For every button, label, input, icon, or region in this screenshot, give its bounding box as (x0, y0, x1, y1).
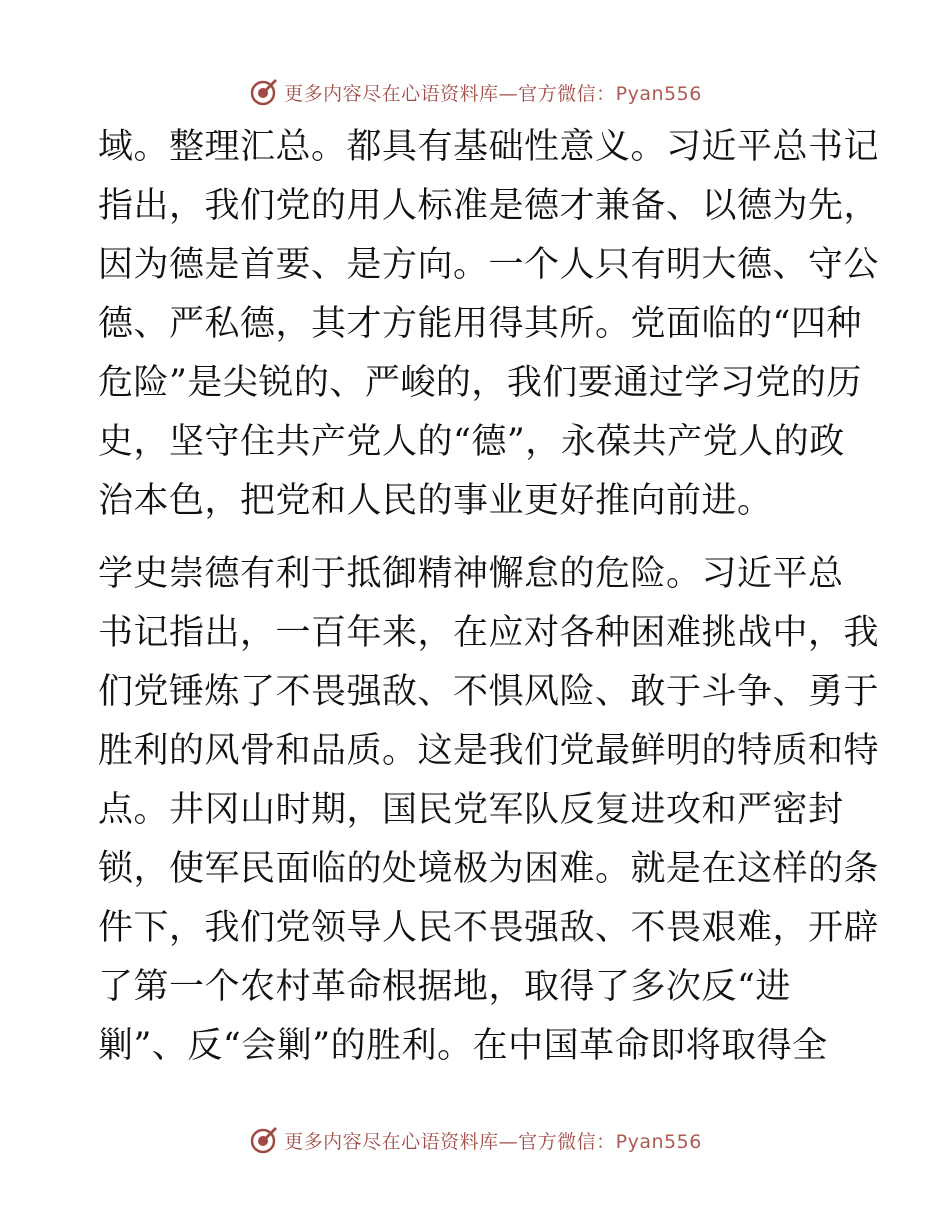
text-line: 因为德是首要、是方向。一个人只有明大德、守公 (98, 245, 880, 285)
text-line: 危险”是尖锐的、严峻的，我们要通过学习党的历 (98, 363, 862, 403)
text-line: 锁，使军民面临的处境极为困难。就是在这样的条 (98, 849, 880, 889)
paragraph-spacer (98, 531, 858, 545)
text-line: 点。井冈山时期，国民党军队反复进攻和严密封 (98, 790, 844, 830)
text-line: 域。整理汇总。都具有基础性意义。习近平总书记 (98, 127, 880, 167)
header-watermark (0, 74, 950, 110)
text-line: 剿”、反“会剿”的胜利。在中国革命即将取得全 (98, 1026, 828, 1066)
text-line: 件下，我们党领导人民不畏强敌、不畏艰难，开辟 (98, 908, 880, 948)
document-body (98, 118, 880, 1076)
watermark-id: Pyan556 (615, 1130, 702, 1153)
watermark-text: 更多内容尽在心语资料库—官方微信：Pyan556 (284, 82, 702, 105)
text-line: 德、严私德，其才方能用得其所。党面临的“四种 (98, 304, 862, 344)
text-line: 治本色，把党和人民的事业更好推向前进。 (98, 481, 773, 521)
text-line: 们党锤炼了不畏强敌、不惧风险、敢于斗争、勇于 (98, 672, 880, 712)
paragraph-2 (98, 545, 880, 1076)
quill-seal-icon (248, 77, 278, 107)
text-line: 学史崇德有利于抵御精神懈怠的危险。习近平总 (98, 554, 844, 594)
footer-watermark (0, 1122, 950, 1158)
text-line: 胜利的风骨和品质。这是我们党最鲜明的特质和特 (98, 731, 880, 771)
quill-seal-icon (248, 1125, 278, 1155)
watermark-text: 更多内容尽在心语资料库—官方微信：Pyan556 (284, 1130, 702, 1153)
text-line: 了第一个农村革命根据地，取得了多次反“进 (98, 967, 791, 1007)
paragraph-1 (98, 118, 880, 531)
text-line: 史，坚守住共产党人的“德”，永葆共产党人的政 (98, 422, 845, 462)
text-line: 指出，我们党的用人标准是德才兼备、以德为先， (98, 186, 880, 226)
text-line: 书记指出，一百年来，在应对各种困难挑战中，我 (98, 613, 880, 653)
watermark-id: Pyan556 (615, 82, 702, 105)
